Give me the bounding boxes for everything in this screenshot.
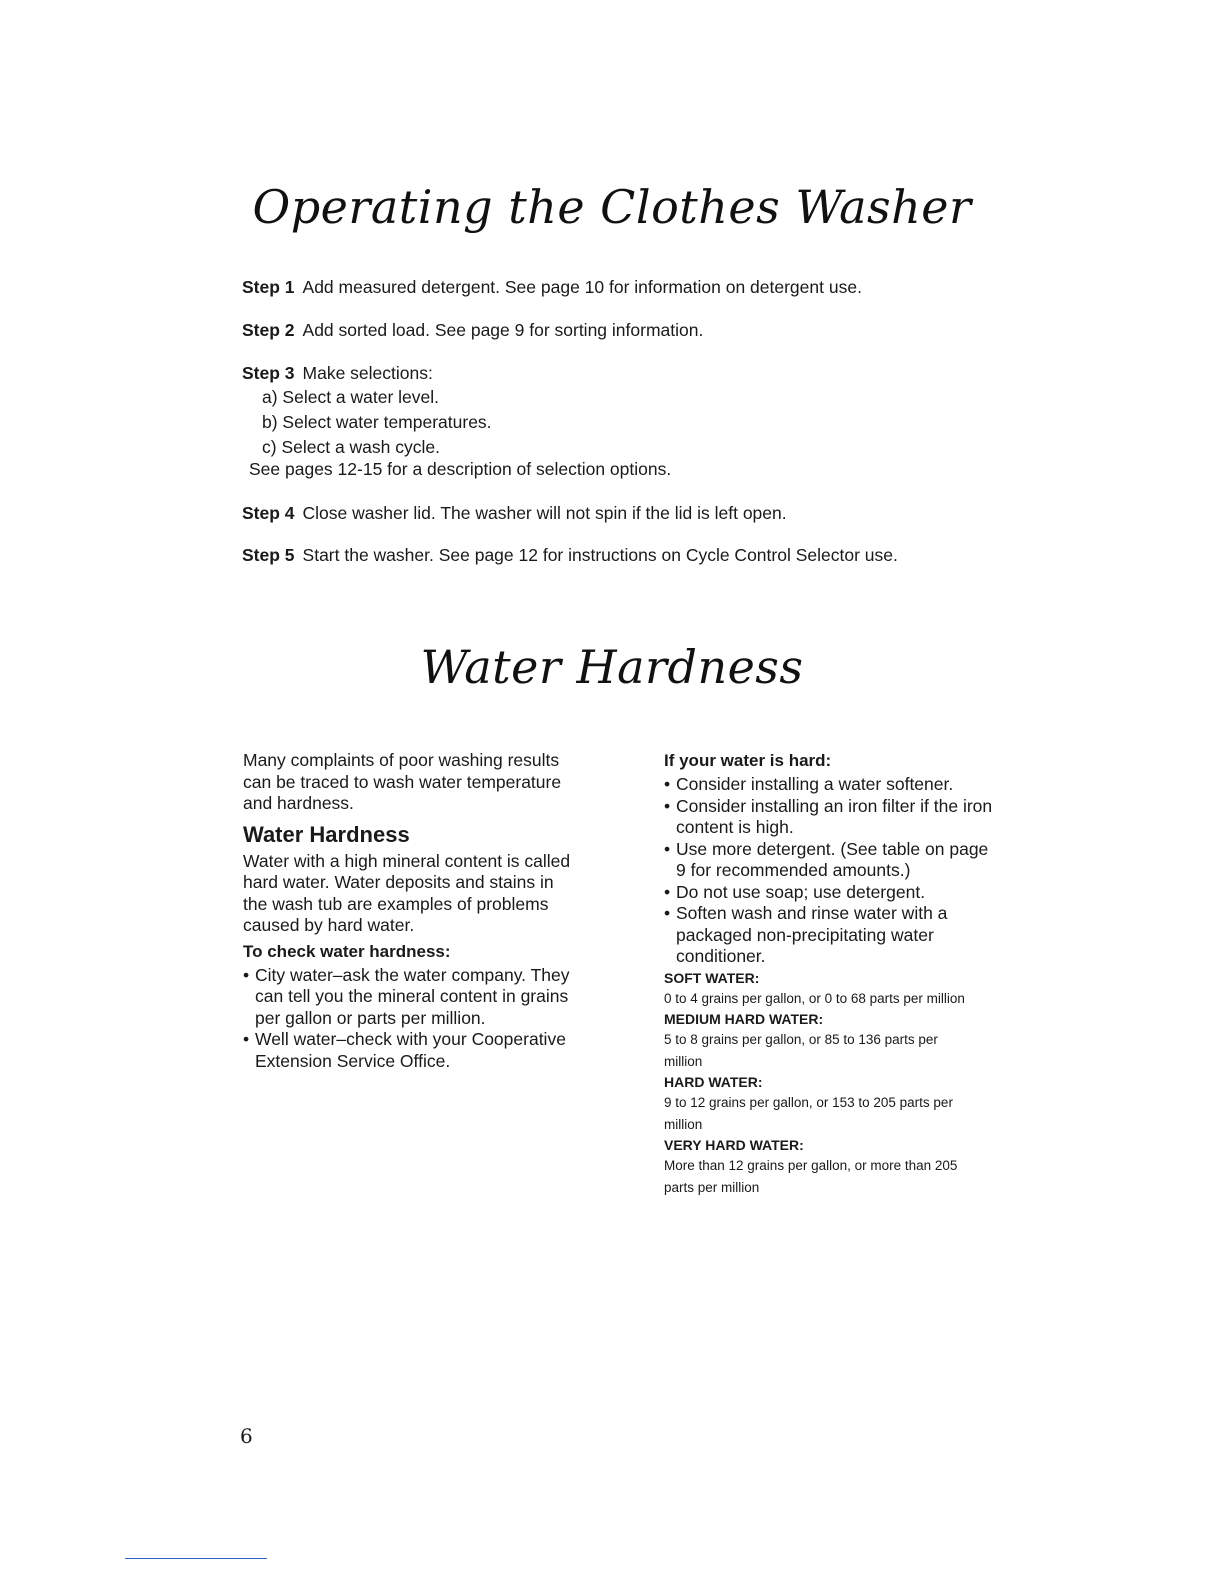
step-text: Make selections:	[302, 363, 433, 383]
very-hard-water-desc: More than 12 grains per gallon, or more than 205 parts per million	[664, 1158, 958, 1195]
hard-water-heading: If your water is hard:	[664, 751, 832, 770]
step3-note: See pages 12-15 for a description of selection options.	[249, 459, 672, 479]
step-text: Add measured detergent. See page 10 for information on detergent use.	[302, 277, 862, 297]
step3-sub-c: c) Select a wash cycle.	[262, 437, 440, 457]
list-item: • Soften wash and rinse water with a packaged non-precipitating water conditioner.	[664, 903, 994, 968]
hard-water-label: HARD WATER:	[664, 1074, 763, 1090]
medium-hard-water-label: MEDIUM HARD WATER:	[664, 1011, 824, 1027]
step-label: Step 1	[242, 277, 295, 297]
soft-water-desc: 0 to 4 grains per gallon, or 0 to 68 parts per million	[664, 990, 965, 1006]
step-label: Step 5	[242, 545, 295, 565]
left-column	[243, 750, 573, 1072]
water-hardness-heading: Water Hardness	[243, 821, 410, 847]
intro-paragraph: Many complaints of poor washing results can be traced to wash water temperature and hardness.	[243, 750, 562, 813]
step-text: Start the washer. See page 12 for instructions on Cycle Control Selector use.	[302, 545, 898, 565]
step-5	[242, 544, 898, 566]
step-label: Step 4	[242, 503, 295, 523]
step-3	[242, 362, 433, 384]
right-column	[664, 750, 994, 1198]
page-title: Operating the Clothes Washer	[252, 180, 972, 234]
step-text: Add sorted load. See page 9 for sorting information.	[302, 320, 704, 340]
section-title: Water Hardness	[420, 640, 804, 694]
list-item: • Consider installing a water softener.	[664, 774, 994, 796]
hard-water-desc: 9 to 12 grains per gallon, or 153 to 205 parts per million	[664, 1095, 953, 1132]
step3-sub-a: a) Select a water level.	[262, 387, 440, 407]
check-hardness-heading: To check water hardness:	[243, 941, 451, 961]
hard-water-paragraph: Water with a high mineral content is called hard water. Water deposits and stains in the wash tub are examples of problems caused by hard water.	[243, 850, 571, 935]
step-2	[242, 319, 703, 341]
check-list	[243, 965, 573, 1073]
step-label: Step 2	[242, 320, 295, 340]
soft-water-label: SOFT WATER:	[664, 969, 760, 986]
list-item: • Use more detergent. (See table on page 9 for recommended amounts.)	[664, 839, 994, 882]
hard-water-list	[664, 774, 994, 968]
list-item: • City water–ask the water company. They can tell you the mineral content in grains per gallon or parts per million.	[243, 965, 573, 1030]
step-text: Close washer lid. The washer will not spin if the lid is left open.	[302, 503, 787, 523]
list-item: • Consider installing an iron filter if the iron content is high.	[664, 796, 994, 839]
list-item: • Do not use soap; use detergent.	[664, 882, 994, 904]
footer-rule	[125, 1558, 267, 1559]
step-label: Step 3	[242, 363, 295, 383]
step-1	[242, 276, 862, 298]
medium-hard-water-desc: 5 to 8 grains per gallon, or 85 to 136 parts per million	[664, 1032, 938, 1069]
step-4	[242, 502, 787, 524]
list-item: • Well water–check with your Cooperative Extension Service Office.	[243, 1029, 573, 1072]
page-number: 6	[240, 1424, 253, 1448]
very-hard-water-label: VERY HARD WATER:	[664, 1137, 804, 1153]
step3-sub-b: b) Select water temperatures.	[262, 412, 492, 432]
